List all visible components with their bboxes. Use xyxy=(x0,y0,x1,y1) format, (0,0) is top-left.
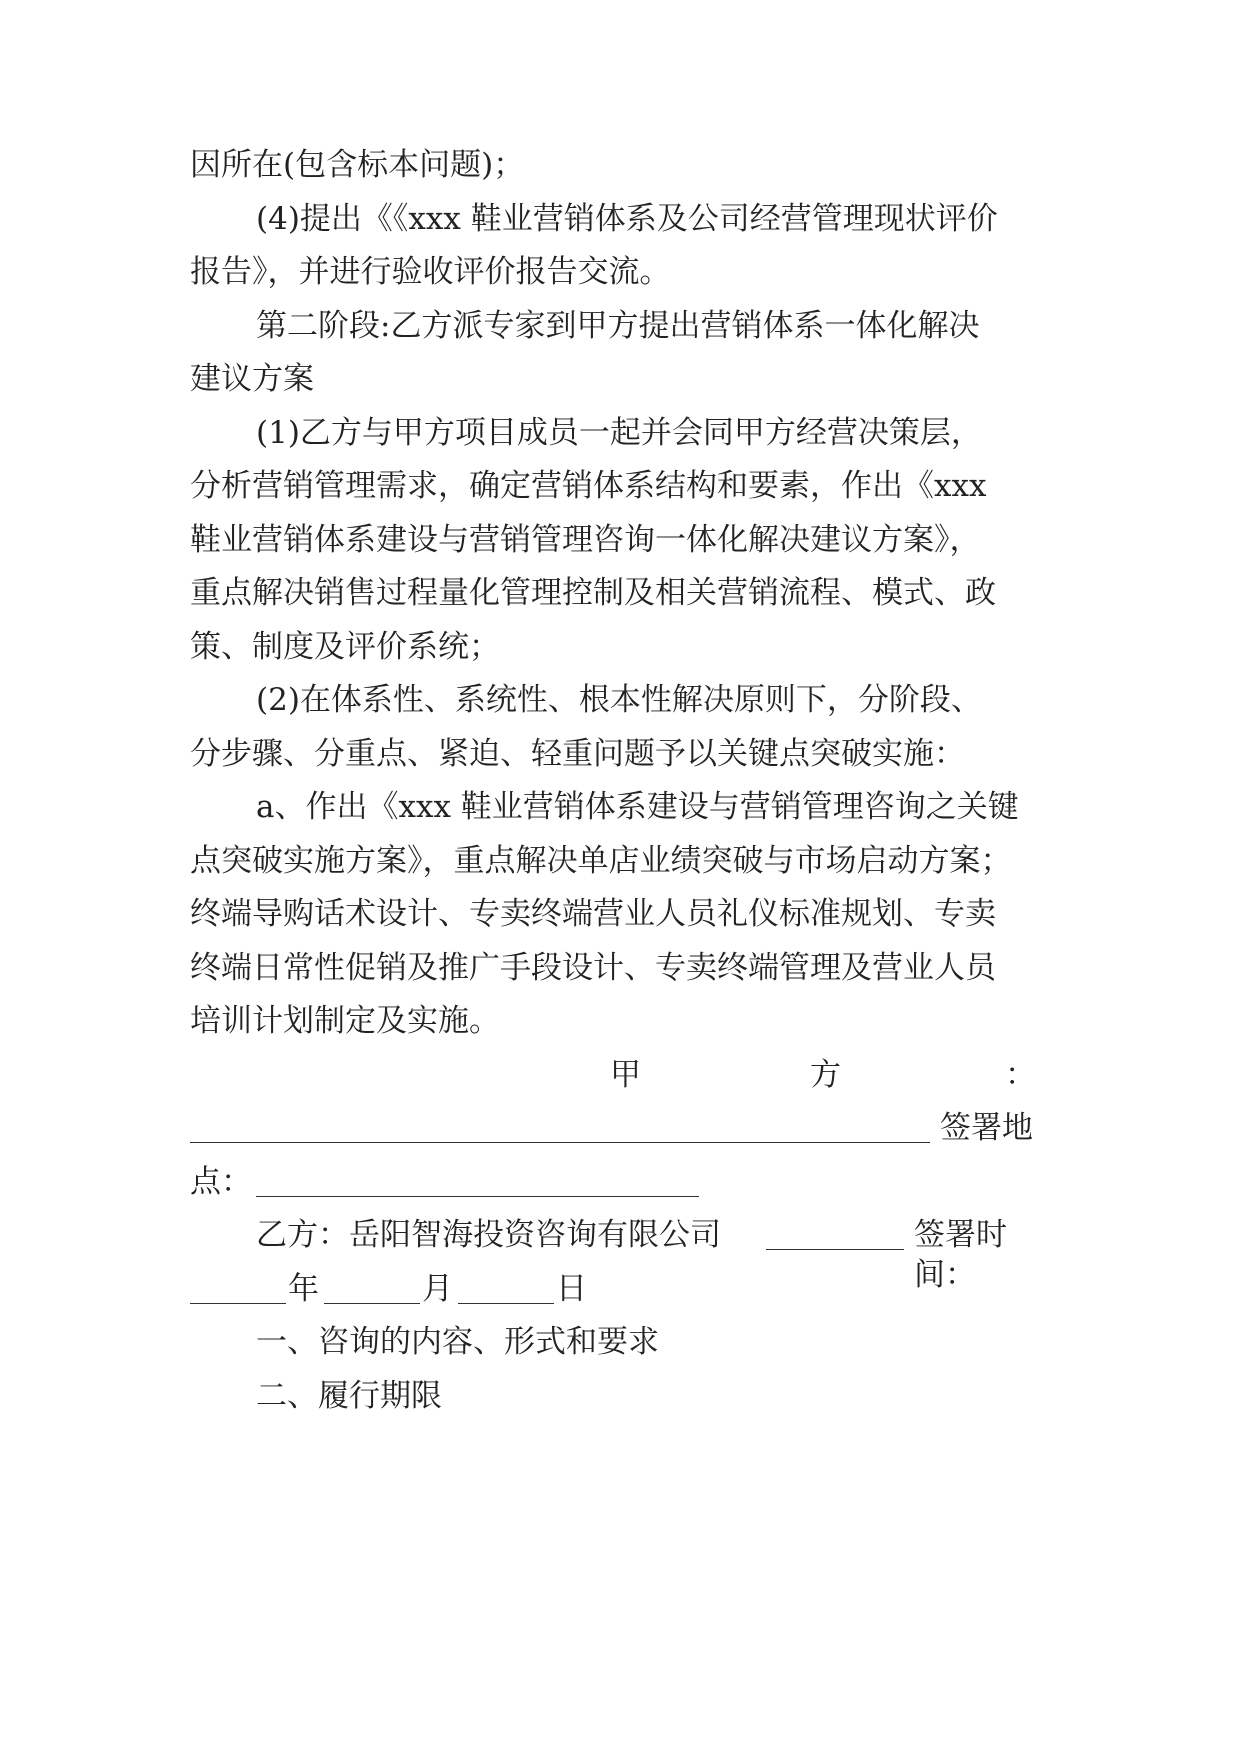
party-a-colon: ： xyxy=(1005,1057,1036,1093)
paragraph-line: 点突破实施方案》，重点解决单店业绩突破与市场启动方案； xyxy=(190,843,1012,879)
paragraph-line: 第二阶段:乙方派专家到甲方提出营销体系一体化解决 xyxy=(256,308,980,344)
day-label: 日 xyxy=(556,1271,587,1307)
section-heading: 一、咨询的内容、形式和要求 xyxy=(256,1324,659,1360)
month-blank xyxy=(324,1269,420,1304)
party-a-row xyxy=(190,1055,1043,1095)
paragraph-line: 建议方案 xyxy=(190,361,314,397)
section-heading: 二、履行期限 xyxy=(256,1378,442,1414)
paragraph-line: 因所在(包含标本问题)； xyxy=(190,147,525,183)
party-a-char2: 方 xyxy=(810,1057,841,1093)
day-blank xyxy=(458,1269,554,1304)
party-b-row xyxy=(190,1215,1043,1293)
month-label: 月 xyxy=(422,1271,453,1307)
party-a-char1: 甲 xyxy=(610,1057,641,1093)
paragraph-line: 终端日常性促销及推广手段设计、专卖终端管理及营业人员 xyxy=(190,950,996,986)
paragraph-line: 终端导购话术设计、专卖终端营业人员礼仪标准规划、专卖 xyxy=(190,896,996,932)
paragraph-line: (2)在体系性、系统性、根本性解决原则下，分阶段、 xyxy=(256,682,982,718)
paragraph-line: a、作出《xxx 鞋业营销体系建设与营销管理咨询之关键 xyxy=(256,789,1019,825)
paragraph-line: 培训计划制定及实施。 xyxy=(190,1003,500,1039)
sign-place-row xyxy=(190,1108,1043,1148)
sign-time-label: 签署时间： xyxy=(914,1217,1007,1293)
paragraph-line: 分步骤、分重点、紧迫、轻重问题予以关键点突破实施： xyxy=(190,736,965,772)
paragraph-line: 策、制度及评价系统； xyxy=(190,629,500,665)
sign-place-label: 签署地 xyxy=(940,1110,1033,1146)
party-b-label: 乙方：岳阳智海投资咨询有限公司 xyxy=(256,1217,721,1253)
year-blank xyxy=(190,1269,286,1304)
paragraph-line: 分析营销管理需求，确定营销体系结构和要素，作出《xxx xyxy=(190,468,987,504)
sign-place-blank xyxy=(256,1162,699,1197)
paragraph-line: (4)提出《《xxx 鞋业营销体系及公司经营管理现状评价 xyxy=(256,201,998,237)
paragraph-line: (1)乙方与甲方项目成员一起并会同甲方经营决策层， xyxy=(256,415,982,451)
paragraph-line: 重点解决销售过程量化管理控制及相关营销流程、模式、政 xyxy=(190,575,996,611)
paragraph-line: 报告》，并进行验收评价报告交流。 xyxy=(190,254,671,290)
year-label: 年 xyxy=(288,1271,319,1307)
paragraph-line: 鞋业营销体系建设与营销管理咨询一体化解决建议方案》， xyxy=(190,522,981,558)
date-row xyxy=(190,1269,1043,1309)
sign-place-cont-row xyxy=(190,1162,1043,1202)
sign-place-label-cont: 点： xyxy=(190,1164,252,1200)
party-b-signature-blank xyxy=(766,1215,904,1250)
party-a-signature-blank xyxy=(190,1108,930,1143)
